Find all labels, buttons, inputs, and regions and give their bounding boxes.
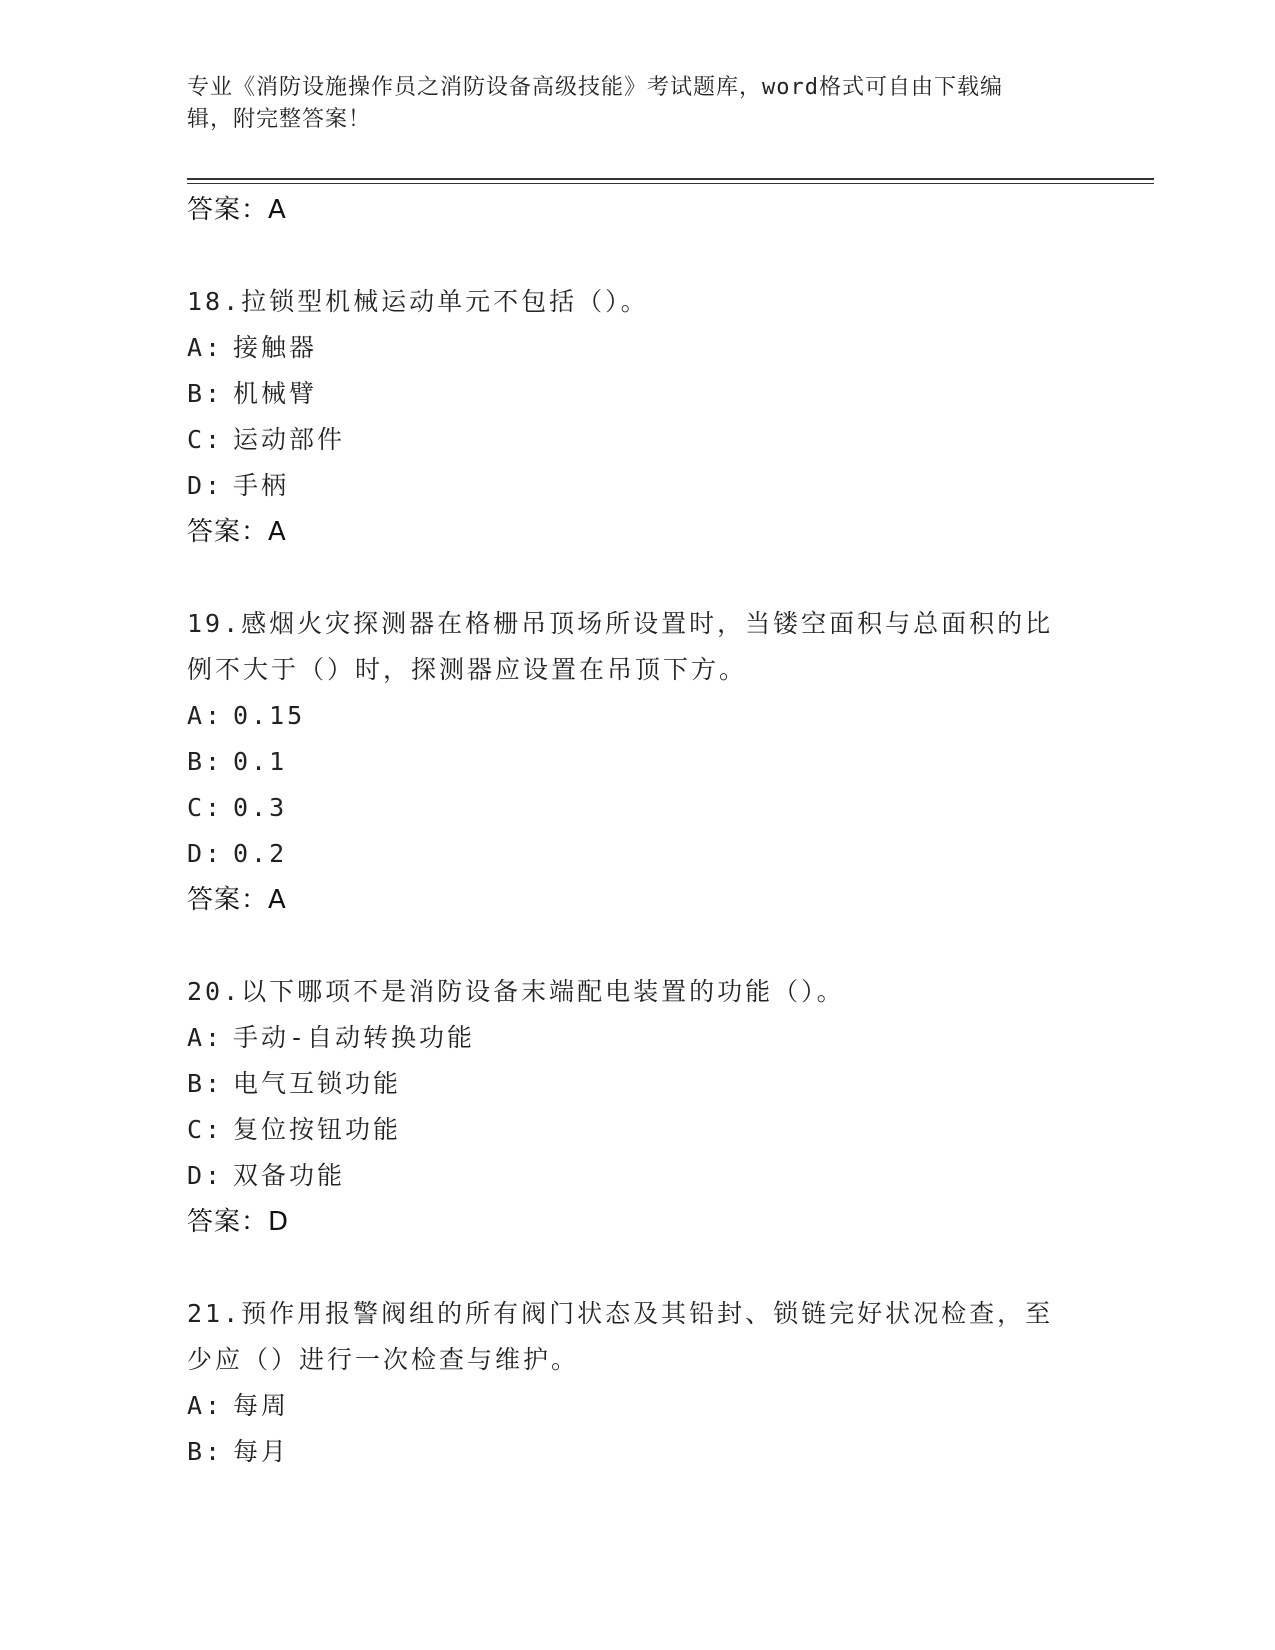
option-b: B: 机械臂 xyxy=(187,379,318,408)
document-header xyxy=(187,72,1067,136)
question-stem: 19.感烟火灾探测器在格栅吊顶场所设置时，当镂空面积与总面积的比 xyxy=(187,609,1054,638)
option-a: A: 0.15 xyxy=(187,701,306,730)
question-stem: 21.预作用报警阀组的所有阀门状态及其铅封、锁链完好状况检查，至 xyxy=(187,1299,1054,1328)
previous-answer: 答案：A xyxy=(187,195,287,225)
option-b: B: 每月 xyxy=(187,1437,290,1466)
question-21 xyxy=(187,1291,1087,1475)
option-b: B: 电气互锁功能 xyxy=(187,1069,402,1098)
question-stem-continued: 例不大于（）时，探测器应设置在吊顶下方。 xyxy=(187,655,748,684)
header-rule-thin xyxy=(187,183,1154,184)
option-b: B: 0.1 xyxy=(187,747,288,776)
header-rule-thick xyxy=(187,178,1154,180)
option-c: C: 复位按钮功能 xyxy=(187,1115,402,1144)
question-18 xyxy=(187,279,1087,555)
answer: 答案：D xyxy=(187,1207,290,1237)
option-d: D: 0.2 xyxy=(187,839,288,868)
option-d: D: 双备功能 xyxy=(187,1161,346,1190)
option-c: C: 运动部件 xyxy=(187,425,346,454)
question-20 xyxy=(187,969,1087,1245)
option-a: A: 接触器 xyxy=(187,333,318,362)
question-list xyxy=(187,187,1087,1475)
question-stem: 18.拉锁型机械运动单元不包括（）。 xyxy=(187,287,649,316)
header-line-1: 专业《消防设施操作员之消防设备高级技能》考试题库，word格式可自由下载编 xyxy=(187,75,1003,100)
question-stem-continued: 少应（）进行一次检查与维护。 xyxy=(187,1345,580,1374)
header-line-2: 辑，附完整答案！ xyxy=(187,107,372,132)
option-d: D: 手柄 xyxy=(187,471,290,500)
option-c: C: 0.3 xyxy=(187,793,288,822)
answer: 答案：A xyxy=(187,885,287,915)
option-a: A: 每周 xyxy=(187,1391,290,1420)
answer: 答案：A xyxy=(187,517,287,547)
question-19 xyxy=(187,601,1087,923)
option-a: A: 手动-自动转换功能 xyxy=(187,1023,476,1052)
question-stem: 20.以下哪项不是消防设备末端配电装置的功能（）。 xyxy=(187,977,845,1006)
